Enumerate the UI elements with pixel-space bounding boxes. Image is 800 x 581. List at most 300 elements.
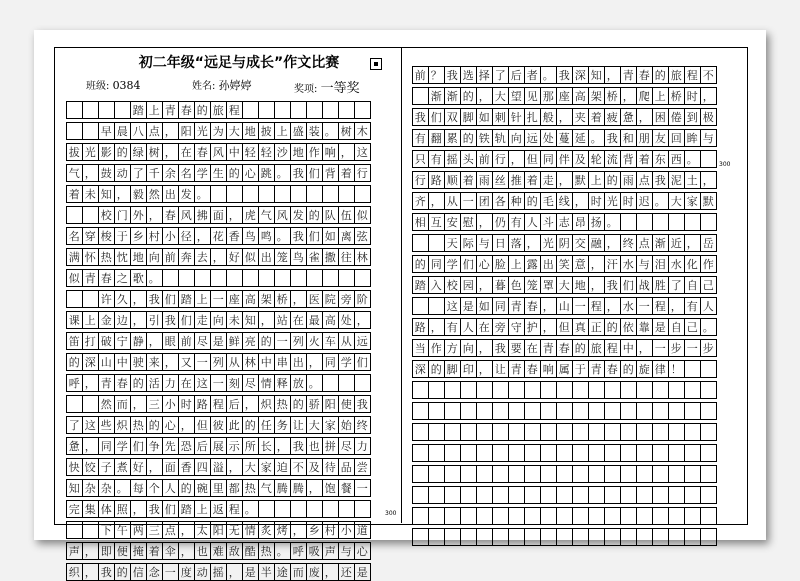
- grid-cell: 笼: [274, 248, 291, 266]
- grid-cell: 入: [428, 276, 445, 294]
- grid-cell: 仍: [492, 213, 509, 231]
- grid-cell: 声: [322, 542, 339, 560]
- grid-cell: 正: [588, 318, 605, 336]
- grid-cell: 青: [508, 297, 525, 315]
- grid-cell: 好: [226, 248, 243, 266]
- grid-cell: 在: [178, 374, 195, 392]
- grid-cell: 餐: [338, 479, 355, 497]
- grid-cell: [412, 507, 429, 525]
- grid-cell: 到: [684, 108, 701, 126]
- grid-cell: [412, 87, 429, 105]
- grid-cell: 远: [524, 129, 541, 147]
- grid-cell: 了: [492, 66, 509, 84]
- grid-cell: 香: [178, 458, 195, 476]
- grid-cell: 从: [444, 192, 461, 210]
- grid-cell: [620, 423, 637, 441]
- grid-cell: 和: [620, 129, 637, 147]
- grid-cell: 还: [338, 563, 355, 581]
- grid-cell: 春: [524, 297, 541, 315]
- grid-cell: 人: [162, 479, 179, 497]
- grid-cell: [492, 423, 509, 441]
- grid-cell: 奔: [178, 248, 195, 266]
- grid-cell: [508, 528, 525, 546]
- grid-cell: 各: [492, 192, 509, 210]
- grid-cell: 春: [98, 269, 115, 287]
- grid-cell: 有: [412, 129, 429, 147]
- grid-cell: [226, 269, 243, 287]
- grid-cell: 了: [130, 164, 147, 182]
- grid-cell: 自: [668, 318, 685, 336]
- grid-cell: [412, 381, 429, 399]
- grid-cell: 火: [306, 332, 323, 350]
- grid-cell: 上: [194, 500, 211, 518]
- grid-cell: 旅: [668, 66, 685, 84]
- grid-cell: 骄: [306, 395, 323, 413]
- grid-cell: 外: [130, 206, 147, 224]
- grid-cell: 高: [322, 311, 339, 329]
- grid-cell: 满: [66, 248, 83, 266]
- grid-cell: 三: [146, 395, 163, 413]
- grid-cell: 岳: [700, 234, 717, 252]
- grid-cell: 。: [194, 185, 211, 203]
- grid-cell: 亮: [242, 332, 259, 350]
- grid-cell: 学: [444, 255, 461, 273]
- grid-cell: 腾: [290, 479, 307, 497]
- grid-cell: 轻: [258, 143, 275, 161]
- grid-cell: [636, 213, 653, 231]
- grid-cell: 笑: [556, 255, 573, 273]
- grid-cell: 乡: [306, 521, 323, 539]
- grid-cell: 踏: [130, 101, 147, 119]
- grid-cell: 程: [588, 297, 605, 315]
- grid-cell: [242, 101, 259, 119]
- grid-cell: 从: [226, 353, 243, 371]
- grid-cell: 照: [114, 500, 131, 518]
- grid-cell: 青: [162, 101, 179, 119]
- grid-cell: 乡: [130, 227, 147, 245]
- grid-cell: [556, 444, 573, 462]
- grid-cell: 尽: [194, 332, 211, 350]
- grid-cell: 上: [146, 101, 163, 119]
- grid-cell: 出: [258, 248, 275, 266]
- grid-cell: 每: [130, 479, 147, 497]
- grid-cell: [556, 402, 573, 420]
- grid-cell: ，: [476, 213, 493, 231]
- grid-cell: 作: [428, 339, 445, 357]
- grid-cell: 情: [242, 521, 259, 539]
- grid-cell: [684, 423, 701, 441]
- grid-cell: [588, 486, 605, 504]
- grid-cell: [428, 444, 445, 462]
- grid-cell: 踏: [178, 290, 195, 308]
- grid-cell: 光: [604, 192, 621, 210]
- grid-cell: 些: [98, 416, 115, 434]
- grid-cell: [588, 381, 605, 399]
- grid-cell: 串: [274, 353, 291, 371]
- grid-cell: [66, 395, 83, 413]
- grid-cell: 影: [98, 143, 115, 161]
- grid-cell: 小: [162, 395, 179, 413]
- grid-cell: [700, 381, 717, 399]
- grid-cell: 际: [460, 234, 477, 252]
- grid-cell: 如: [476, 108, 493, 126]
- grid-cell: 疲: [604, 108, 621, 126]
- grid-cell: 雨: [620, 171, 637, 189]
- grid-cell: 扬: [588, 213, 605, 231]
- grid-cell: 泥: [668, 171, 685, 189]
- grid-cell: 打: [82, 332, 99, 350]
- grid-cell: 迟: [636, 192, 653, 210]
- grid-cell: 务: [274, 416, 291, 434]
- grid-cell: [258, 500, 275, 518]
- grid-cell: 。: [700, 318, 717, 336]
- grid-cell: 便: [114, 542, 131, 560]
- grid-cell: 着: [338, 164, 355, 182]
- grid-cell: 跳: [258, 164, 275, 182]
- grid-cell: [242, 269, 259, 287]
- grid-cell: 翻: [428, 129, 445, 147]
- grid-cell: 伞: [162, 542, 179, 560]
- grid-cell: [540, 528, 557, 546]
- grid-cell: 鸣: [258, 227, 275, 245]
- grid-cell: 桥: [668, 87, 685, 105]
- grid-cell: 下: [98, 521, 115, 539]
- grid-cell: 放: [290, 374, 307, 392]
- grid-cell: 。: [322, 122, 339, 140]
- grid-cell: 气: [258, 206, 275, 224]
- grid-cell: [428, 381, 445, 399]
- grid-cell: 选: [460, 66, 477, 84]
- grid-cell: 的: [130, 374, 147, 392]
- grid-cell: [82, 122, 99, 140]
- grid-cell: 高: [572, 87, 589, 105]
- grid-cell: 未: [226, 311, 243, 329]
- grid-cell: [444, 402, 461, 420]
- grid-cell: 座: [226, 290, 243, 308]
- grid-cell: [476, 528, 493, 546]
- grid-cell: [620, 486, 637, 504]
- grid-cell: 的: [114, 563, 131, 581]
- grid-cell: ，: [322, 563, 339, 581]
- grid-cell: [508, 423, 525, 441]
- grid-cell: 响: [322, 143, 339, 161]
- grid-cell: [556, 528, 573, 546]
- grid-cell: [684, 507, 701, 525]
- grid-cell: 沙: [274, 143, 291, 161]
- grid-cell: 名: [66, 227, 83, 245]
- grid-cell: 极: [700, 108, 717, 126]
- grid-cell: [306, 185, 323, 203]
- grid-cell: ，: [130, 311, 147, 329]
- grid-cell: 尽: [242, 374, 259, 392]
- award-value: 一等奖: [320, 81, 360, 96]
- grid-cell: 深: [412, 360, 429, 378]
- grid-cell: [460, 465, 477, 483]
- grid-cell: [588, 423, 605, 441]
- grid-cell: 春: [556, 339, 573, 357]
- grid-cell: 化: [684, 255, 701, 273]
- grid-cell: [492, 507, 509, 525]
- grid-cell: 千: [146, 164, 163, 182]
- grid-cell: [114, 101, 131, 119]
- grid-cell: 旁: [492, 318, 509, 336]
- grid-cell: 路: [412, 318, 429, 336]
- grid-cell: 齐: [412, 192, 429, 210]
- right-writing-grid: [412, 66, 716, 546]
- grid-cell: 我: [652, 171, 669, 189]
- grid-cell: [338, 500, 355, 518]
- grid-cell: 交: [572, 234, 589, 252]
- grid-cell: 旅: [210, 101, 227, 119]
- grid-cell: 向: [146, 248, 163, 266]
- grid-cell: 着: [588, 108, 605, 126]
- grid-cell: 着: [460, 171, 477, 189]
- grid-cell: 融: [588, 234, 605, 252]
- grid-cell: [540, 465, 557, 483]
- grid-cell: 是: [242, 563, 259, 581]
- grid-cell: 上: [82, 311, 99, 329]
- grid-cell: 径: [178, 227, 195, 245]
- grid-cell: 的: [604, 318, 621, 336]
- grid-cell: 穿: [82, 227, 99, 245]
- grid-cell: 中: [620, 339, 637, 357]
- grid-cell: ，: [668, 297, 685, 315]
- grid-cell: [98, 101, 115, 119]
- grid-cell: 深: [572, 66, 589, 84]
- grid-cell: 响: [540, 360, 557, 378]
- grid-cell: 出: [162, 185, 179, 203]
- grid-cell: [652, 444, 669, 462]
- grid-cell: 香: [226, 227, 243, 245]
- grid-cell: [652, 528, 669, 546]
- grid-cell: [556, 423, 573, 441]
- grid-cell: [412, 402, 429, 420]
- grid-cell: 也: [194, 542, 211, 560]
- grid-cell: 互: [428, 213, 445, 231]
- grid-cell: 背: [620, 150, 637, 168]
- grid-cell: 伴: [556, 150, 573, 168]
- grid-cell: ，: [338, 143, 355, 161]
- grid-cell: 我: [444, 66, 461, 84]
- grid-cell: 饺: [82, 458, 99, 476]
- grid-cell: [412, 234, 429, 252]
- left-writing-grid: [66, 101, 370, 581]
- grid-cell: [572, 381, 589, 399]
- grid-cell: 轮: [588, 150, 605, 168]
- grid-cell: 盛: [290, 122, 307, 140]
- grid-cell: 。: [540, 66, 557, 84]
- grid-cell: ，: [540, 318, 557, 336]
- grid-cell: 旁: [338, 290, 355, 308]
- grid-cell: 在: [476, 318, 493, 336]
- grid-cell: 然: [98, 395, 115, 413]
- grid-cell: [428, 465, 445, 483]
- grid-cell: [444, 486, 461, 504]
- grid-cell: 眼: [162, 332, 179, 350]
- grid-cell: 知: [98, 185, 115, 203]
- grid-cell: 我: [290, 437, 307, 455]
- grid-cell: 知: [242, 311, 259, 329]
- grid-cell: ，: [178, 521, 195, 539]
- grid-cell: 胜: [652, 276, 669, 294]
- grid-cell: [700, 444, 717, 462]
- grid-cell: 罩: [540, 276, 557, 294]
- grid-cell: 怀: [82, 248, 99, 266]
- grid-cell: [652, 423, 669, 441]
- grid-cell: 往: [338, 248, 355, 266]
- grid-cell: [524, 507, 541, 525]
- grid-cell: 相: [412, 213, 429, 231]
- grid-cell: 。: [114, 479, 131, 497]
- grid-cell: 春: [114, 374, 131, 392]
- grid-cell: 释: [274, 374, 291, 392]
- grid-cell: [604, 528, 621, 546]
- grid-cell: 心: [242, 164, 259, 182]
- grid-cell: 有: [444, 318, 461, 336]
- grid-cell: [700, 360, 717, 378]
- grid-cell: 们: [306, 164, 323, 182]
- grid-cell: [604, 444, 621, 462]
- grid-cell: 力: [162, 374, 179, 392]
- grid-cell: 树: [146, 143, 163, 161]
- grid-cell: 小: [162, 227, 179, 245]
- grid-cell: 家: [258, 458, 275, 476]
- grid-cell: 一: [210, 290, 227, 308]
- grid-cell: 一: [652, 339, 669, 357]
- grid-cell: 春: [194, 143, 211, 161]
- grid-cell: [636, 486, 653, 504]
- grid-cell: [82, 290, 99, 308]
- class-field: [86, 77, 141, 92]
- grid-cell: ，: [290, 290, 307, 308]
- grid-cell: 流: [604, 150, 621, 168]
- grid-cell: 。: [274, 164, 291, 182]
- grid-cell: [178, 269, 195, 287]
- grid-cell: 着: [66, 185, 83, 203]
- grid-cell: 的: [306, 206, 323, 224]
- grid-cell: 针: [508, 108, 525, 126]
- grid-cell: [652, 486, 669, 504]
- grid-cell: 渐: [428, 87, 445, 105]
- grid-cell: 终: [354, 416, 371, 434]
- grid-cell: [620, 465, 637, 483]
- grid-cell: [66, 521, 83, 539]
- grid-cell: 大: [668, 192, 685, 210]
- grid-cell: 。: [684, 150, 701, 168]
- grid-cell: 走: [540, 171, 557, 189]
- grid-cell: [556, 381, 573, 399]
- grid-cell: [428, 423, 445, 441]
- grid-cell: 刻: [226, 374, 243, 392]
- grid-cell: [322, 185, 339, 203]
- grid-cell: 早: [98, 122, 115, 140]
- grid-cell: 的: [572, 339, 589, 357]
- grid-cell: 护: [524, 318, 541, 336]
- grid-cell: 鸟: [242, 227, 259, 245]
- grid-cell: 引: [146, 311, 163, 329]
- grid-cell: ，: [258, 311, 275, 329]
- grid-cell: 我: [556, 66, 573, 84]
- grid-cell: [492, 402, 509, 420]
- grid-cell: 中: [226, 143, 243, 161]
- grid-cell: [476, 507, 493, 525]
- grid-cell: 门: [114, 206, 131, 224]
- grid-cell: 集: [82, 500, 99, 518]
- grid-cell: 毛: [540, 192, 557, 210]
- grid-cell: [428, 297, 445, 315]
- grid-cell: 难: [210, 542, 227, 560]
- grid-cell: [524, 381, 541, 399]
- grid-cell: 阳: [210, 521, 227, 539]
- grid-cell: 时: [588, 192, 605, 210]
- grid-cell: 律: [652, 360, 669, 378]
- grid-cell: 吸: [306, 542, 323, 560]
- grid-cell: 水: [620, 255, 637, 273]
- grid-cell: 酷: [242, 542, 259, 560]
- grid-cell: 春: [162, 206, 179, 224]
- grid-cell: 雀: [306, 248, 323, 266]
- grid-cell: 声: [66, 542, 83, 560]
- grid-cell: 这: [82, 416, 99, 434]
- grid-cell: 上: [508, 255, 525, 273]
- grid-cell: 伍: [338, 206, 355, 224]
- grid-cell: 上: [588, 171, 605, 189]
- grid-cell: 无: [226, 521, 243, 539]
- grid-cell: [412, 486, 429, 504]
- grid-cell: 未: [82, 185, 99, 203]
- grid-cell: 向: [460, 339, 477, 357]
- grid-cell: 披: [258, 122, 275, 140]
- grid-cell: 春: [178, 101, 195, 119]
- grid-cell: 名: [178, 164, 195, 182]
- grid-cell: 鼓: [98, 164, 115, 182]
- grid-cell: 杂: [98, 479, 115, 497]
- grid-cell: [508, 486, 525, 504]
- grid-cell: 腾: [274, 479, 291, 497]
- grid-cell: 热: [130, 416, 147, 434]
- grid-cell: 与: [636, 255, 653, 273]
- grid-cell: [194, 269, 211, 287]
- grid-cell: 春: [636, 66, 653, 84]
- grid-cell: 是: [354, 563, 371, 581]
- grid-cell: [322, 269, 339, 287]
- grid-cell: ，: [508, 150, 525, 168]
- grid-cell: 向: [508, 129, 525, 147]
- grid-cell: 一: [460, 192, 477, 210]
- grid-cell: 地: [242, 122, 259, 140]
- grid-cell: 志: [556, 213, 573, 231]
- grid-cell: 使: [338, 395, 355, 413]
- class-value: 0384: [112, 79, 141, 92]
- grid-cell: 。: [146, 269, 163, 287]
- grid-cell: 队: [322, 206, 339, 224]
- grid-cell: [588, 507, 605, 525]
- grid-cell: 旋: [636, 360, 653, 378]
- grid-cell: 爬: [636, 87, 653, 105]
- grid-cell: [604, 381, 621, 399]
- grid-cell: [412, 297, 429, 315]
- grid-cell: 路: [428, 171, 445, 189]
- grid-cell: [322, 101, 339, 119]
- grid-cell: [460, 507, 477, 525]
- grid-cell: [588, 465, 605, 483]
- grid-cell: 一: [162, 563, 179, 581]
- grid-cell: 后: [194, 437, 211, 455]
- grid-cell: 我: [492, 339, 509, 357]
- name-label: 姓名:: [192, 81, 216, 92]
- grid-cell: 大: [226, 122, 243, 140]
- grid-cell: ，: [636, 339, 653, 357]
